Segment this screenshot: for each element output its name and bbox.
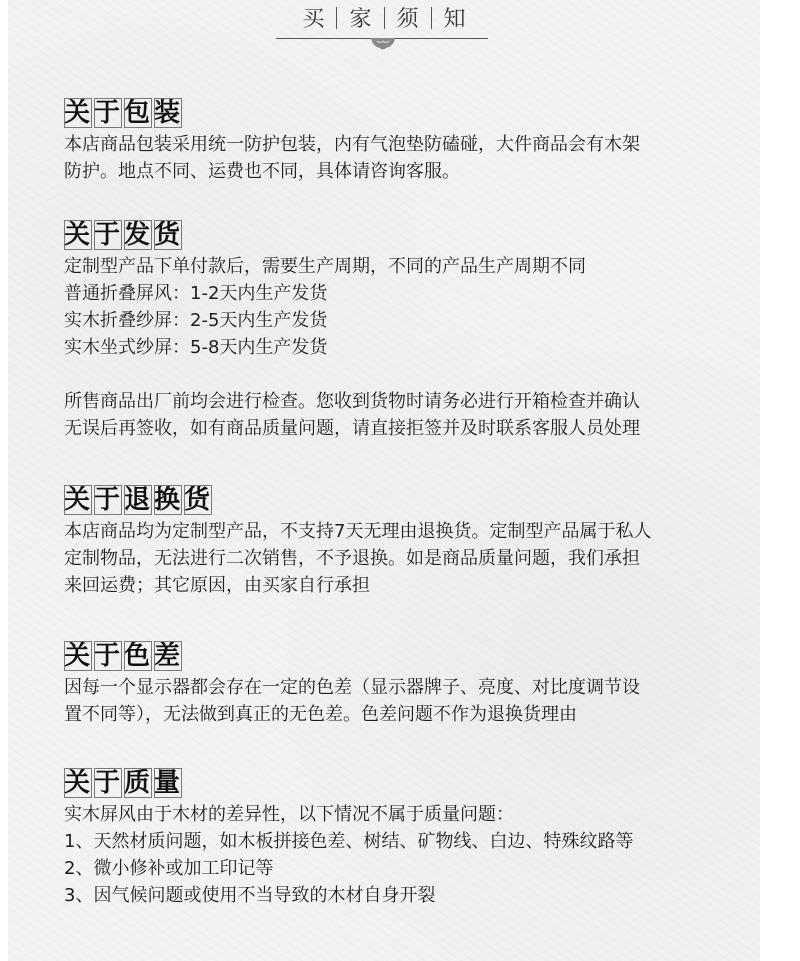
text-line: 3、因气候问题或使用不当导致的木材自身开裂 [64, 885, 436, 906]
heading-char: 于 [94, 220, 123, 250]
title-char: 知 [443, 7, 466, 32]
heading-char: 质 [124, 768, 153, 798]
text-line: 所售商品出厂前均会进行检查。您收到货物时请务必进行开箱检查并确认 [64, 391, 640, 412]
text-line: 本店商品包装采用统一防护包装，内有气泡垫防磕碰，大件商品会有木架 [64, 134, 640, 155]
heading-char: 于 [94, 485, 123, 515]
section-heading [64, 484, 214, 516]
heading-char: 差 [154, 641, 183, 671]
text-line: 因每一个显示器都会存在一定的色差（显示器牌子、亮度、对比度调节设 [64, 677, 640, 698]
section-heading [64, 219, 184, 251]
section-body [64, 131, 754, 185]
section-shipping [64, 219, 754, 442]
title-char: 须 [396, 7, 419, 32]
section-body [64, 518, 754, 599]
title-char: 家 [349, 7, 372, 32]
heading-char: 装 [154, 98, 183, 128]
section-body [64, 253, 754, 442]
section-heading [64, 767, 184, 799]
text-line: 定制型产品下单付款后，需要生产周期，不同的产品生产周期不同 [64, 256, 586, 277]
text-line: 普通折叠屏风：1-2天内生产发货 [64, 283, 328, 304]
section-body [64, 801, 754, 909]
text-line: 本店商品均为定制型产品，不支持7天无理由退换货。定制型产品属于私人 [64, 521, 652, 542]
heading-char: 包 [124, 98, 153, 128]
page-title [8, 2, 760, 33]
heading-char: 货 [154, 220, 183, 250]
text-line: 实木屏风由于木材的差异性，以下情况不属于质量问题： [64, 804, 514, 825]
text-line: 置不同等），无法做到真正的无色差。色差问题不作为退换货理由 [64, 704, 577, 725]
heading-char: 货 [184, 485, 213, 515]
section-packaging [64, 97, 754, 185]
heading-char: 关 [64, 768, 93, 798]
text-line: 实木坐式纱屏：5-8天内生产发货 [64, 337, 328, 358]
heading-char: 于 [94, 98, 123, 128]
notice-page [8, 0, 760, 961]
title-char: 买 [302, 7, 325, 32]
heading-char: 关 [64, 641, 93, 671]
heading-char: 量 [154, 768, 183, 798]
heading-char: 于 [94, 768, 123, 798]
section-returns [64, 484, 754, 599]
page-header [8, 0, 760, 60]
heading-char: 发 [124, 220, 153, 250]
text-line: 无误后再签收，如有商品质量问题，请直接拒签并及时联系客服人员处理 [64, 418, 640, 439]
text-line: 防护。地点不同、运费也不同，具体请咨询客服。 [64, 161, 460, 182]
section-heading [64, 640, 184, 672]
text-line: 定制物品，无法进行二次销售，不予退换。如是商品质量问题，我们承担 [64, 548, 640, 569]
section-quality [64, 767, 754, 909]
text-line: 1、天然材质问题，如木板拼接色差、树结、矿物线、白边、特殊纹路等 [64, 831, 634, 852]
heading-char: 关 [64, 485, 93, 515]
heading-char: 关 [64, 98, 93, 128]
heading-char: 退 [124, 485, 153, 515]
cloud-ornament-icon [368, 32, 398, 52]
heading-char: 换 [154, 485, 183, 515]
section-color-difference [64, 640, 754, 728]
text-line: 实木折叠纱屏：2-5天内生产发货 [64, 310, 328, 331]
section-heading [64, 97, 184, 129]
heading-char: 色 [124, 641, 153, 671]
text-line: 来回运费；其它原因，由买家自行承担 [64, 575, 370, 596]
heading-char: 于 [94, 641, 123, 671]
section-body [64, 674, 754, 728]
text-line: 2、微小修补或加工印记等 [64, 858, 274, 879]
heading-char: 关 [64, 220, 93, 250]
